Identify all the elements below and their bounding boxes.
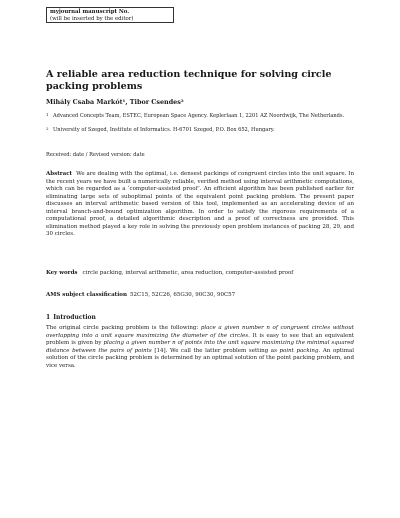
affiliation-mark: 2 (46, 126, 49, 131)
intro-text: The original circle packing problem is the following: (46, 325, 201, 331)
intro-paragraph (46, 325, 354, 370)
keywords (46, 270, 354, 278)
intro-text: [14]. We call the latter problem setting as (151, 347, 280, 354)
section-number: 1 (46, 314, 51, 321)
intro-emphasis: place a given number n of congruent circles without overlapping into a unit square maximizing the diameter of the circles. (46, 325, 354, 339)
abstract-text: We are dealing with the optimal, i.e. densest packings of congruent circles into the unit square. In the recent years we have built a numerically reliable, verified method using interval arithmetic computations, which can be regarded as a ‘computer-assisted proof’. An efficient algorithm has been published earlier for eliminating large sets of suboptimal points of the equivalent point packing problem. The present paper discusses an interval arithmetic based version of this tool, implemented as an accelerating device of an interval branch-and-bound optimization algorithm. In order to satisfy the rigorous requirements of a computational proof, a detailed algorithmic description and a proof of correctness are provided. This elimination method played a key role in solving the previously open problem instances of packing 28, 29, and 30 circles. (46, 171, 354, 238)
intro-emphasis: placing a given number n of points into the unit square maximizing the minimal squared distance between the pairs of points (46, 340, 354, 354)
intro-text: It is easy to see that an equivalent problem is given by (46, 332, 354, 347)
abstract (46, 171, 354, 239)
ams-label: AMS subject classification (46, 292, 127, 298)
received-line: Received: date / Revised version: date (46, 152, 145, 158)
journal-note: (will be inserted by the editor) (50, 15, 134, 22)
journal-name: myjournal manuscript No. (50, 9, 130, 15)
section-heading (46, 314, 96, 321)
affiliation-1 (46, 113, 346, 120)
keywords-text: circle packing, interval arithmetic, area reduction, computer-assisted proof (82, 270, 294, 276)
affiliation-text: University of Szeged, Institute of Informatics. H-6701 Szeged, P.O. Box 652, Hungary. (53, 127, 275, 133)
ams-text: 52C15, 52C26, 65G30, 90C30, 90C57 (129, 292, 236, 298)
intro-text: An optimal solution of the circle packing problem is determined by an optimal solution of the point packing problem, and vice versa. (46, 347, 355, 369)
affiliation-text: Advanced Concepts Team, ESTEC, European Space Agency. Keplerlaan 1, 2201 AZ Noordwijk, The Netherlands. (53, 113, 345, 119)
keywords-label: Key words (46, 270, 78, 276)
journal-header-box (46, 7, 174, 23)
intro-emphasis: point packing. (279, 347, 321, 354)
affiliation-2 (46, 127, 346, 134)
section-title: Introduction (53, 314, 96, 321)
paper-title: A reliable area reduction technique for solving circle packing problems (46, 69, 332, 92)
ams-classification (46, 292, 354, 300)
abstract-label: Abstract (46, 171, 73, 177)
author-list: Mihály Csaba Markót¹, Tibor Csendes² (46, 98, 184, 106)
affiliation-mark: 1 (46, 112, 49, 117)
